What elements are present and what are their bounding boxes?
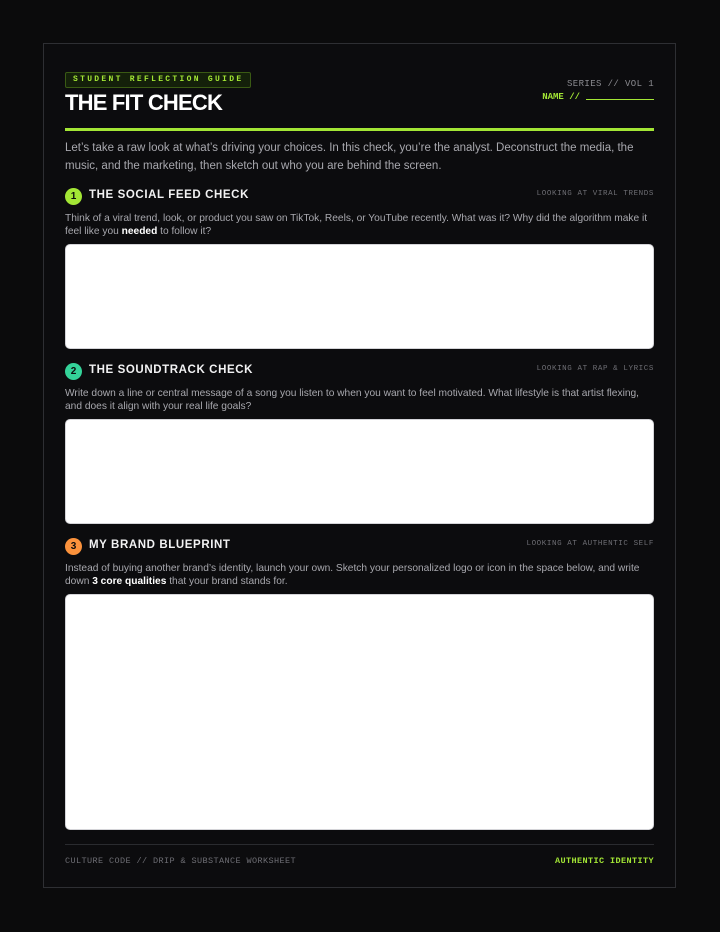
section-description bbox=[65, 387, 654, 413]
worksheet-page bbox=[43, 43, 676, 888]
desc-text: Instead of buying another brand’s identity, launch your own. Sketch your personalized logo or icon in the space below, and write down bbox=[65, 563, 640, 587]
answer-box-3[interactable] bbox=[65, 594, 654, 830]
section-note: LOOKING AT VIRAL TRENDS bbox=[536, 190, 654, 198]
desc-text: Write down a line or central message of a song you listen to when you want to feel motivated. What lifestyle is that artist flexing, and does it align with your real life goals? bbox=[65, 388, 639, 412]
section-number-badge: 1 bbox=[65, 188, 82, 205]
section-description bbox=[65, 212, 654, 238]
section-header bbox=[65, 188, 654, 206]
answer-box-2[interactable] bbox=[65, 419, 654, 524]
section-social-feed bbox=[65, 188, 654, 349]
section-number-badge: 3 bbox=[65, 538, 82, 555]
section-soundtrack bbox=[65, 363, 654, 524]
section-description bbox=[65, 562, 654, 588]
intro-text: Let’s take a raw look at what’s driving your choices. In this check, you’re the analyst. Deconstruct the media, the music, and the marketing, then sketch out who you are behind the screen. bbox=[65, 142, 634, 172]
name-label: NAME // bbox=[542, 92, 580, 102]
desc-emphasis: needed bbox=[121, 226, 158, 237]
guide-tag: STUDENT REFLECTION GUIDE bbox=[65, 72, 251, 88]
name-row bbox=[542, 91, 654, 104]
name-input-line[interactable] bbox=[586, 99, 654, 100]
section-note: LOOKING AT AUTHENTIC SELF bbox=[526, 540, 654, 548]
section-number-badge: 2 bbox=[65, 363, 82, 380]
footer-left: CULTURE CODE // DRIP & SUBSTANCE WORKSHEET bbox=[65, 856, 297, 866]
section-brand-blueprint bbox=[65, 538, 654, 830]
section-header bbox=[65, 363, 654, 381]
footer-right: AUTHENTIC IDENTITY bbox=[554, 856, 654, 866]
desc-emphasis: 3 core qualities bbox=[92, 576, 167, 587]
series-label: SERIES // VOL 1 bbox=[566, 79, 654, 89]
answer-box-1[interactable] bbox=[65, 244, 654, 349]
section-title: THE SOUNDTRACK CHECK bbox=[89, 364, 254, 376]
worksheet-footer bbox=[65, 844, 654, 866]
section-header bbox=[65, 538, 654, 556]
series-meta bbox=[542, 78, 654, 104]
desc-text: that your brand stands for. bbox=[166, 576, 288, 587]
section-title: THE SOCIAL FEED CHECK bbox=[89, 189, 249, 201]
worksheet-header bbox=[65, 72, 654, 131]
section-title: MY BRAND BLUEPRINT bbox=[89, 539, 231, 551]
desc-text: to follow it? bbox=[157, 226, 212, 237]
section-note: LOOKING AT RAP & LYRICS bbox=[536, 365, 654, 373]
page-title: THE FIT CHECK bbox=[65, 90, 223, 115]
desc-text: Think of a viral trend, look, or product you saw on TikTok, Reels, or YouTube recently. What was it? Why did the algorithm make it feel like you bbox=[65, 213, 648, 237]
